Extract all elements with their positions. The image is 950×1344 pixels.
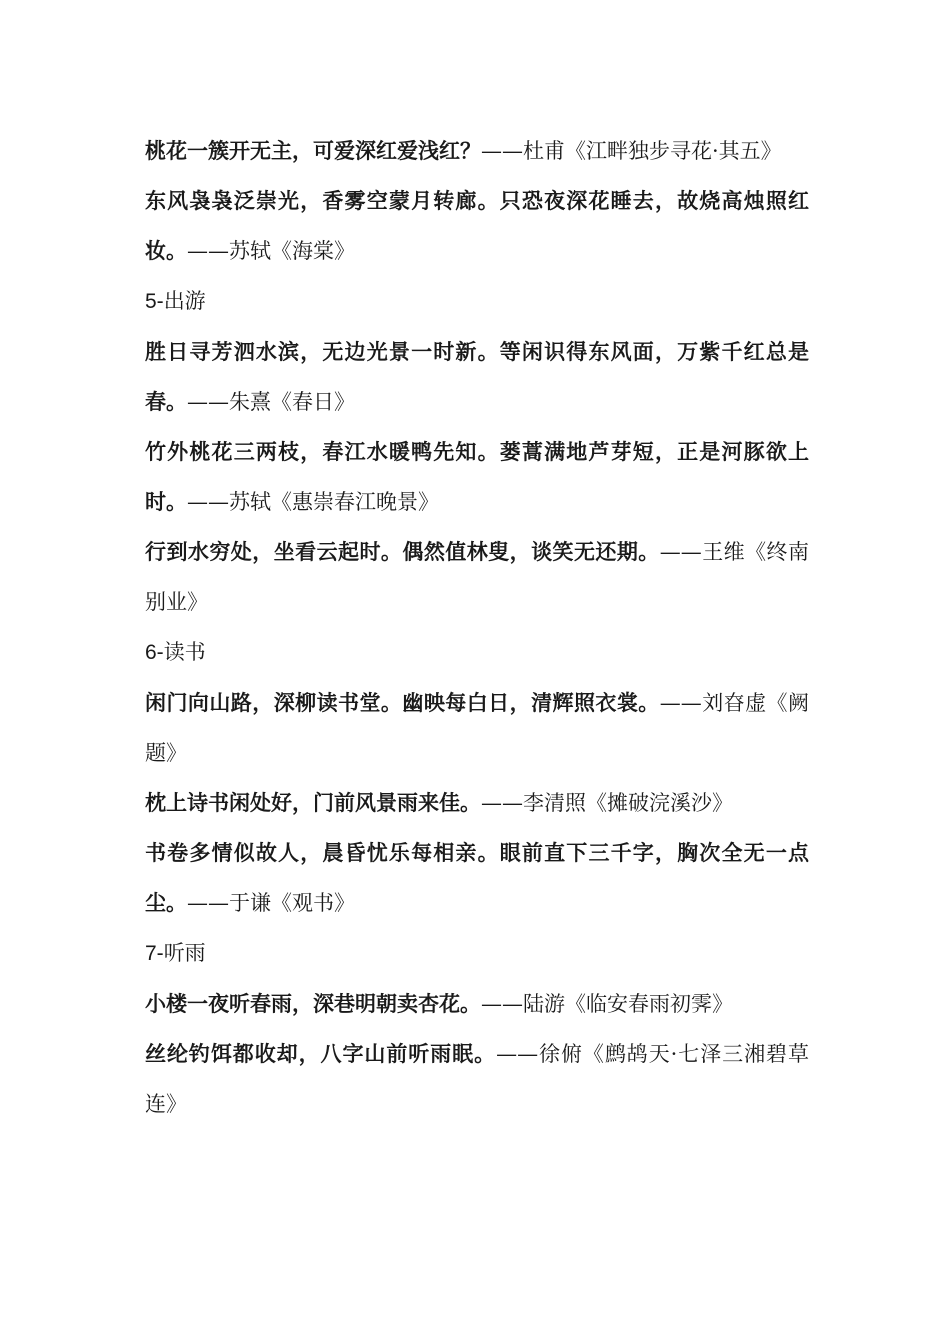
poem-attribution: ——刘昚虚《阙题》 [145, 691, 810, 765]
poem-line: 闲门向山路，深柳读书堂。幽映每白日，清辉照衣裳。 [145, 690, 660, 715]
section-number: 6- [145, 641, 164, 664]
poem-attribution: ——杜甫《江畔独步寻花·其五》 [481, 139, 782, 163]
poem-entry [145, 678, 809, 778]
poem-line: 枕上诗书闲处好，门前风景雨来佳。 [145, 790, 481, 815]
section-title: 读书 [163, 640, 206, 664]
poem-entry [145, 778, 809, 828]
document-body [145, 126, 809, 1129]
section-number: 7- [145, 942, 164, 965]
poem-attribution: ——苏轼《海棠》 [187, 239, 355, 263]
poem-line: 竹外桃花三两枝，春江水暖鸭先知。蒌蒿满地芦芽短，正是河豚欲上时。 [145, 439, 809, 514]
poem-entry [145, 979, 809, 1029]
poem-attribution: ——徐俯《鹧鸪天·七泽三湘碧草连》 [145, 1042, 809, 1116]
poem-attribution: ——苏轼《惠崇春江晚景》 [187, 490, 439, 514]
section-title: 出游 [163, 289, 206, 313]
poem-line: 行到水穷处，坐看云起时。偶然值林叟，谈笑无还期。 [145, 539, 660, 564]
section-number: 5- [145, 290, 164, 313]
poem-attribution: ——李清照《摊破浣溪沙》 [481, 791, 733, 815]
section-heading [145, 276, 809, 327]
poem-entry [145, 126, 809, 176]
poem-attribution: ——陆游《临安春雨初霁》 [481, 992, 733, 1016]
poem-entry [145, 176, 809, 276]
poem-line: 小楼一夜听春雨，深巷明朝卖杏花。 [145, 991, 481, 1016]
section-title: 听雨 [163, 941, 206, 965]
section-heading [145, 627, 809, 678]
poem-attribution: ——朱熹《春日》 [187, 390, 355, 414]
poem-line: 东风袅袅泛崇光，香雾空蒙月转廊。只恐夜深花睡去，故烧高烛照红妆。 [145, 188, 809, 263]
poem-line: 书卷多情似故人，晨昏忧乐每相亲。眼前直下三千字，胸次全无一点尘。 [145, 840, 809, 915]
poem-line: 桃花一簇开无主，可爱深红爱浅红？ [145, 138, 481, 163]
poem-entry [145, 327, 809, 427]
section-heading [145, 928, 809, 979]
poem-entry [145, 828, 809, 928]
poem-entry [145, 427, 809, 527]
poem-line: 丝纶钓饵都收却，八字山前听雨眠。 [145, 1041, 497, 1066]
poem-line: 胜日寻芳泗水滨，无边光景一时新。等闲识得东风面，万紫千红总是春。 [145, 339, 809, 414]
poem-attribution: ——于谦《观书》 [187, 891, 355, 915]
poem-entry [145, 527, 809, 627]
poem-attribution: ——王维《终南别业》 [145, 540, 810, 614]
poem-entry [145, 1029, 809, 1129]
